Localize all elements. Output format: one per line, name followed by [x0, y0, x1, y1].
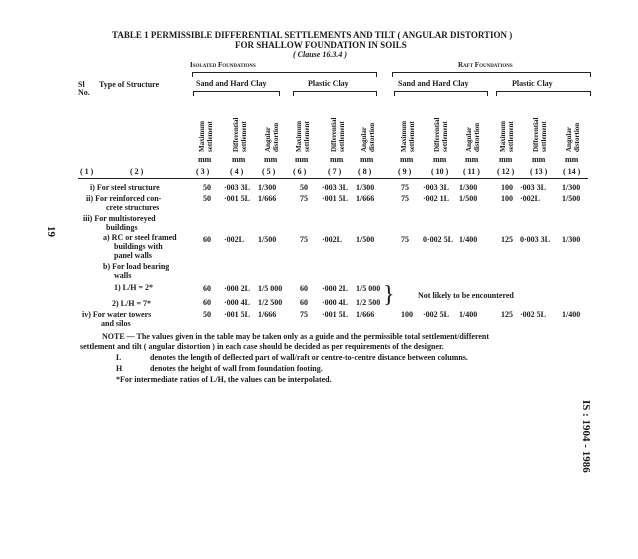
- unit-label: mm: [400, 155, 414, 164]
- unit-label: mm: [532, 155, 546, 164]
- unit-label: mm: [232, 155, 246, 164]
- table-title: TABLE 1 PERMISSIBLE DIFFERENTIAL SETTLEMENTS AND TILT ( ANGULAR DISTORTION ): [112, 30, 513, 40]
- col-header-line: Angular: [565, 127, 573, 152]
- col-header-line: settlement: [240, 121, 248, 152]
- subgroup-4-brace: [496, 91, 591, 96]
- table-cell: 1/500: [459, 194, 478, 203]
- column-number: ( 9 ): [398, 167, 412, 176]
- column-number: ( 8 ): [358, 167, 372, 176]
- def-l-symbol: L: [116, 353, 122, 362]
- table-cell: 60: [203, 235, 211, 244]
- table-cell: 1/5 000: [258, 284, 283, 293]
- column-number: ( 11 ): [463, 167, 480, 176]
- col-header-line: Maximum: [499, 120, 507, 152]
- table-cell: 1/300: [258, 183, 277, 192]
- col-header-line: Angular: [465, 127, 473, 152]
- table-cell: ·001 5L: [322, 310, 349, 319]
- subgroup-3-brace: [394, 91, 488, 96]
- clause-reference: ( Clause 16.3.4 ): [293, 50, 347, 59]
- table-cell: ·003 3L: [423, 183, 450, 192]
- col-header-line: Differential: [532, 117, 540, 152]
- table-cell: 75: [300, 235, 308, 244]
- table-cell: 1/5 000: [356, 284, 381, 293]
- table-cell: 100: [401, 310, 413, 319]
- column-number: ( 12 ): [497, 167, 515, 176]
- row-6-label: 1) L/H = 2*: [114, 283, 154, 292]
- col-header-line: distortion: [473, 122, 481, 152]
- table-cell: 0·002 5L: [423, 235, 454, 244]
- table-cell: 60: [203, 284, 211, 293]
- column-number: ( 4 ): [230, 167, 244, 176]
- table-cell: 1/666: [258, 310, 277, 319]
- unit-label: mm: [330, 155, 344, 164]
- table-cell: 125: [501, 310, 513, 319]
- col-header-line: Differential: [232, 117, 240, 152]
- table-cell: 1/300: [356, 183, 375, 192]
- table-cell: ·001 5L: [322, 194, 349, 203]
- table-cell: 100: [501, 194, 513, 203]
- table-cell: 50: [300, 183, 308, 192]
- table-cell: 50: [203, 183, 211, 192]
- col-header-8: [434, 118, 450, 152]
- table-cell: ·000 4L: [322, 298, 349, 307]
- col-header-12: [566, 123, 582, 152]
- col-header-line: distortion: [368, 122, 376, 152]
- table-cell: 1/2 500: [258, 298, 283, 307]
- subgroup-1-brace: [193, 91, 280, 96]
- table-cell: 1/300: [459, 183, 478, 192]
- subgroup-2-brace: [293, 91, 377, 96]
- table-subtitle: FOR SHALLOW FOUNDATION IN SOILS: [235, 40, 407, 50]
- column-number: ( 2 ): [130, 167, 144, 176]
- col-header-4: [296, 121, 312, 152]
- table-cell: 75: [401, 194, 409, 203]
- raft-brace: [392, 72, 591, 77]
- table-cell: ·003 3L: [520, 183, 547, 192]
- table-cell: ·000 2L: [322, 284, 349, 293]
- isolated-brace: [192, 72, 377, 77]
- table-cell: ·002L: [322, 235, 343, 244]
- column-number: ( 5 ): [262, 167, 276, 176]
- unit-label: mm: [433, 155, 447, 164]
- table-cell: ·003 3L: [224, 183, 251, 192]
- col-header-line: distortion: [573, 122, 581, 152]
- col-header-line: settlement: [303, 121, 311, 152]
- col-header-line: settlement: [540, 121, 548, 152]
- col-header-line: Angular: [264, 127, 272, 152]
- table-cell: ·002 5L: [423, 310, 450, 319]
- column-number: ( 10 ): [431, 167, 449, 176]
- row-4-label-cont: buildings with: [114, 242, 163, 251]
- column-number: ( 14 ): [563, 167, 581, 176]
- col-header-line: Differential: [330, 117, 338, 152]
- table-cell: 60: [300, 298, 308, 307]
- col-header-line: settlement: [441, 121, 449, 152]
- subgroup-1: Sand and Hard Clay: [196, 79, 267, 88]
- table-cell: 75: [401, 183, 409, 192]
- row-2-label-cont: crete structures: [106, 203, 160, 212]
- table-cell: ·002L: [520, 194, 541, 203]
- table-cell: ·002 1L: [423, 194, 450, 203]
- unit-label: mm: [565, 155, 579, 164]
- not-likely-text: Not likely to be encountered: [418, 291, 514, 300]
- table-cell: ·001 5L: [224, 194, 251, 203]
- table-cell: 1/400: [459, 310, 478, 319]
- unit-label: mm: [198, 155, 212, 164]
- table-cell: 1/2 500: [356, 298, 381, 307]
- page-number: 19: [45, 226, 57, 237]
- col-type-label: Type of Structure: [99, 80, 160, 89]
- row-4-label-cont2: panel walls: [114, 251, 153, 260]
- table-cell: 100: [501, 183, 513, 192]
- table-cell: 50: [203, 310, 211, 319]
- col-header-line: Maximum: [295, 120, 303, 152]
- table-cell: 1/400: [459, 235, 478, 244]
- unit-label: mm: [264, 155, 278, 164]
- col-header-5: [331, 118, 347, 152]
- col-header-line: settlement: [507, 121, 515, 152]
- unit-label: mm: [295, 155, 309, 164]
- col-header-line: settlement: [338, 121, 346, 152]
- table-cell: ·002L: [224, 235, 245, 244]
- note-line-1: NOTE — The values given in the table may be taken only as a guide and the permissible total settlement/different: [102, 332, 490, 341]
- table-cell: ·002 5L: [520, 310, 547, 319]
- group-isolated: Isolated Foundations: [190, 61, 256, 69]
- subgroup-2: Plastic Clay: [308, 79, 349, 88]
- row-8-label: iv) For water towers: [82, 310, 152, 319]
- table-cell: 1/400: [562, 310, 581, 319]
- column-number: ( 6 ): [293, 167, 307, 176]
- table-cell: 1/500: [258, 235, 277, 244]
- subgroup-3: Sand and Hard Clay: [398, 79, 469, 88]
- table-cell: 1/300: [562, 235, 581, 244]
- table-cell: 1/666: [356, 310, 375, 319]
- unit-label: mm: [360, 155, 374, 164]
- col-header-line: distortion: [272, 122, 280, 152]
- table-cell: 75: [300, 310, 308, 319]
- subgroup-4: Plastic Clay: [512, 79, 553, 88]
- col-header-6: [361, 123, 377, 152]
- row-5-label: b) For load bearing: [103, 262, 170, 271]
- table-cell: ·003 3L: [322, 183, 349, 192]
- note-line-2: settlement and tilt ( angular distortion ) in each case should be decided as per requirements of the designer.: [80, 342, 444, 351]
- table-cell: 1/666: [356, 194, 375, 203]
- col-header-1: [199, 121, 215, 152]
- header-rule: [78, 178, 588, 179]
- row-4-label: a) RC or steel framed: [103, 233, 177, 242]
- col-header-line: settlement: [408, 121, 416, 152]
- column-number: ( 3 ): [196, 167, 210, 176]
- table-cell: 1/500: [356, 235, 375, 244]
- def-h-text: denotes the height of wall from foundation footing.: [150, 364, 323, 373]
- table-cell: 1/300: [562, 183, 581, 192]
- table-cell: 60: [300, 284, 308, 293]
- col-header-line: Differential: [433, 117, 441, 152]
- col-header-9: [466, 123, 482, 152]
- table-cell: 1/500: [562, 194, 581, 203]
- table-cell: 0·003 3L: [520, 235, 551, 244]
- footnote: *For intermediate ratios of L/H, the values can be interpolated.: [116, 375, 332, 384]
- table-cell: 75: [401, 235, 409, 244]
- table-cell: 1/666: [258, 194, 277, 203]
- table-cell: ·000 4L: [224, 298, 251, 307]
- col-header-line: Maximum: [198, 120, 206, 152]
- unit-label: mm: [499, 155, 513, 164]
- row-5-label-cont: walls: [114, 271, 132, 280]
- group-raft: Raft Foundations: [458, 61, 513, 69]
- table-cell: 50: [203, 194, 211, 203]
- right-brace: }: [383, 282, 395, 308]
- col-header-11: [533, 118, 549, 152]
- col-header-10: [500, 121, 516, 152]
- row-1-label: i) For steel structure: [90, 183, 160, 192]
- row-8-label-cont: and silos: [101, 319, 131, 328]
- col-header-2: [233, 118, 249, 152]
- standard-reference: IS : 1904 - 1986: [580, 400, 592, 473]
- table-cell: 60: [203, 298, 211, 307]
- row-7-label: 2) L/H = 7*: [112, 299, 152, 308]
- column-number: ( 1 ): [80, 167, 94, 176]
- unit-label: mm: [465, 155, 479, 164]
- row-2-label: ii) For reinforced con-: [86, 194, 162, 203]
- table-cell: ·000 2L: [224, 284, 251, 293]
- column-number: ( 7 ): [328, 167, 342, 176]
- table-cell: 125: [501, 235, 513, 244]
- row-3-label-cont: buildings: [106, 223, 138, 232]
- def-l-text: denotes the length of deflected part of wall/raft or centre-to-centre distance between columns.: [150, 353, 468, 362]
- row-3-label: iii) For multistoreyed: [83, 214, 156, 223]
- col-header-3: [265, 123, 281, 152]
- col-header-line: Angular: [360, 127, 368, 152]
- col-header-line: settlement: [206, 121, 214, 152]
- col-si-label: Sl No.: [78, 80, 90, 98]
- col-header-7: [401, 121, 417, 152]
- col-header-line: Maximum: [400, 120, 408, 152]
- column-number: ( 13 ): [530, 167, 548, 176]
- def-h-symbol: H: [116, 364, 123, 373]
- table-cell: 75: [300, 194, 308, 203]
- table-cell: ·001 5L: [224, 310, 251, 319]
